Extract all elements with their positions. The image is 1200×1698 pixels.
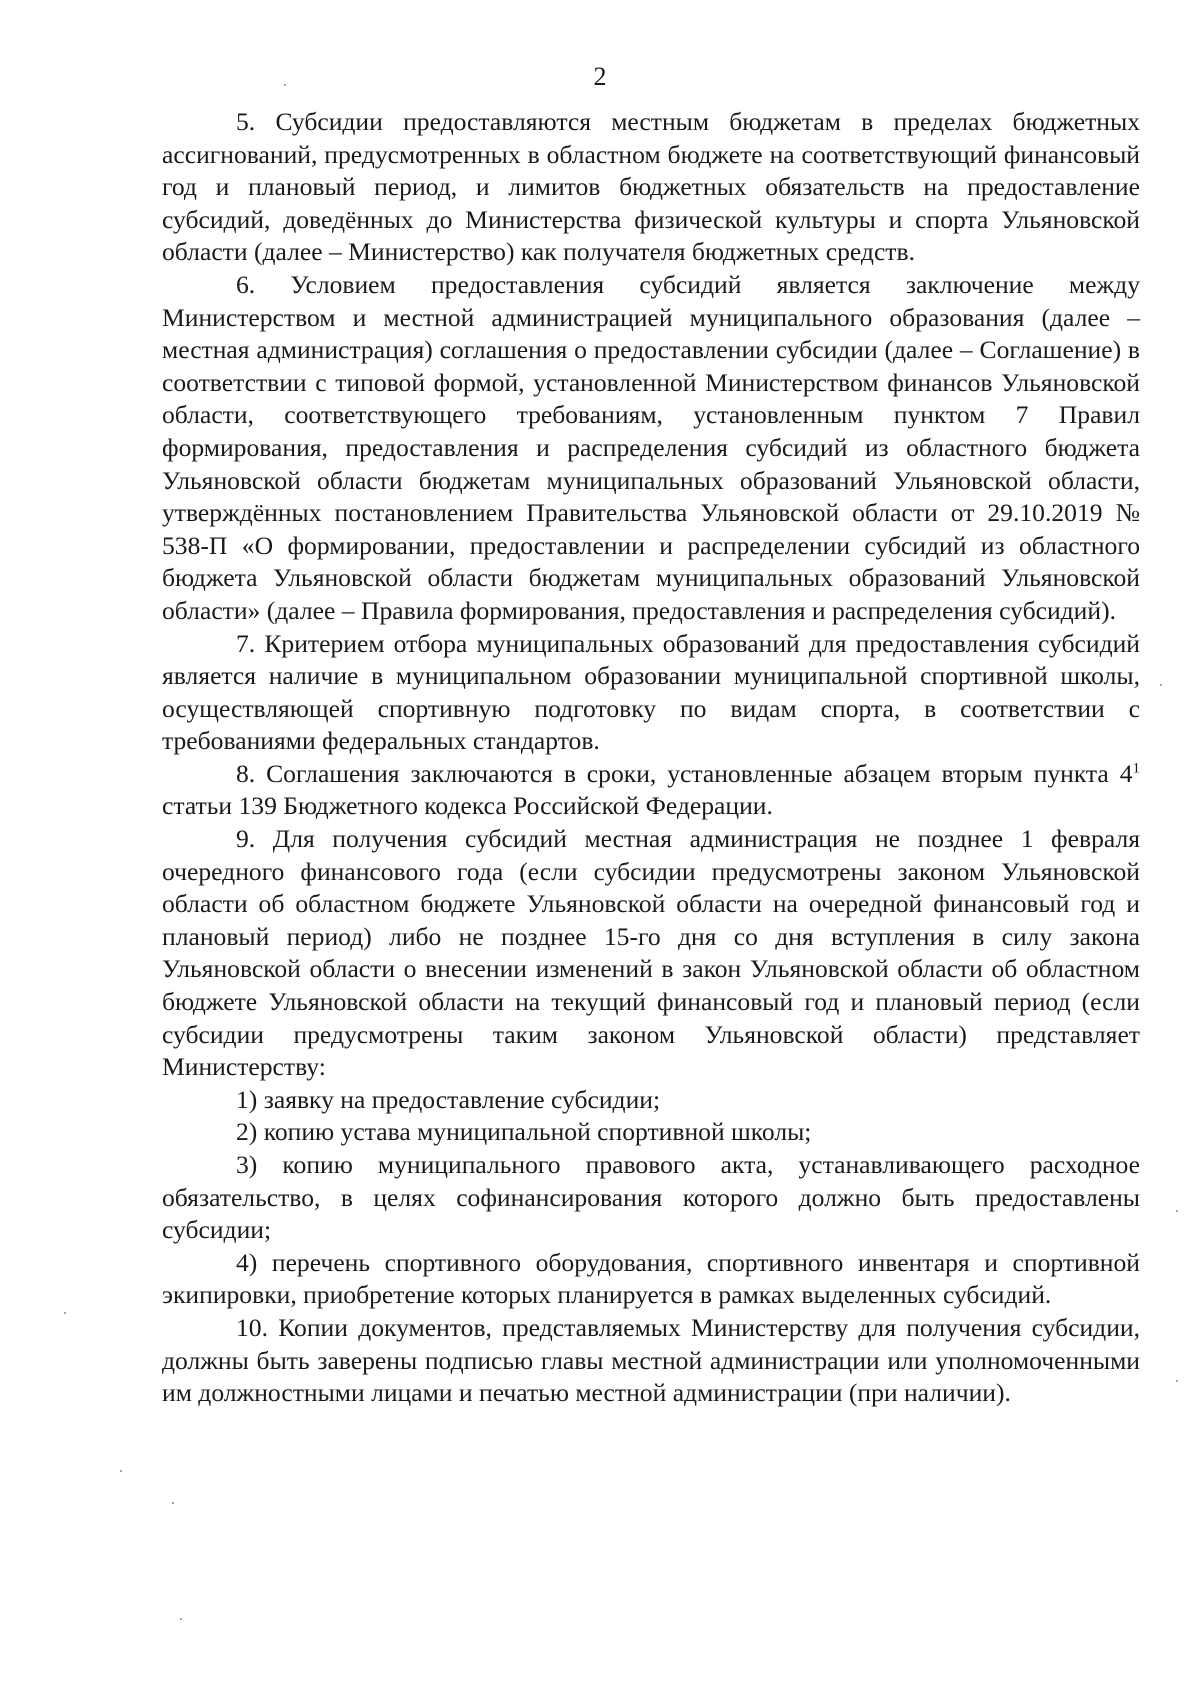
scan-speck <box>1176 1380 1178 1382</box>
list-item: 2) копию устава муниципальной спортивной школы; <box>236 1117 812 1147</box>
paragraph-8-superscript: 1 <box>1132 760 1140 777</box>
scan-speck <box>172 1502 174 1504</box>
paragraph-6: 6. Условием предоставления субсидий является заключение между Министерством и местной администрацией муниципального образования (далее – местная администрация) соглашения о предоставлении субсидии (далее – Соглашение) в соответствии с типовой формой, установленной Министерством финансов Ульяновской области, соответствующего требованиям, установленным пунктом 7 Правил формирования, предоставления и распределения субсидий из областного бюджета Ульяновской области бюджетам муниципальных образований Ульяновской области, утверждённых постановлением Правительства Ульяновской области от 29.10.2019 № 538-П «О формировании, предоставлении и распределении субсидий из областного бюджета Ульяновской области бюджетам муниципальных образований Ульяновской области» (далее – Правила формирования, предоставления и распределения субсидий). <box>162 269 1140 625</box>
scan-speck <box>180 1618 182 1620</box>
paragraph-8-text-after: статьи 139 Бюджетного кодекса Российской Федерации. <box>162 791 773 821</box>
paragraph-7: 7. Критерием отбора муниципальных образований для предоставления субсидий является наличие в муниципальном образовании муниципальной спортивной школы, осуществляющей спортивную подготовку по видам спорта, в соответствии с требованиями федеральных стандартов. <box>162 628 1140 756</box>
scan-speck <box>284 84 286 86</box>
paragraph-8 <box>162 758 1140 823</box>
paragraph-10: 10. Копии документов, представляемых Министерству для получения субсидии, должны быть заверены подписью главы местной администрации или уполномоченными им должностными лицами и печатью местной администрации (при наличии). <box>162 1312 1140 1408</box>
scan-speck <box>1160 684 1162 686</box>
list-item: 3) копию муниципального правового акта, устанавливающего расходное обязательство, в целях софинансирования которого должно быть предоставлены субсидии; <box>162 1150 1140 1245</box>
list-item: 4) перечень спортивного оборудования, спортивного инвентаря и спортивной экипировки, приобретение которых планируется в рамках выделенных субсидий. <box>162 1247 1140 1310</box>
page-number: 2 <box>593 62 607 91</box>
paragraph-9-list <box>162 1084 1140 1312</box>
scan-speck <box>120 1470 122 1472</box>
paragraph-9: 9. Для получения субсидий местная администрация не позднее 1 февраля очередного финансового года (если субсидии предусмотрены законом Ульяновской области об областном бюджете Ульяновской области на очередной финансовый год и плановый период) либо не позднее 15-го дня со дня вступления в силу закона Ульяновской области о внесении изменений в закон Ульяновской области об областном бюджете Ульяновской области на текущий финансовый год и плановый период (если субсидии предусмотрены таким законом Ульяновской области) представляет Министерству: <box>162 824 1140 1082</box>
paragraph-5: 5. Субсидии предоставляются местным бюджетам в пределах бюджетных ассигнований, предусмотренных в областном бюджете на соответствующий финансовый год и плановый период, и лимитов бюджетных обязательств на предоставление субсидий, доведённых до Министерства физической культуры и спорта Ульяновской области (далее – Министерство) как получателя бюджетных средств. <box>162 107 1140 267</box>
scan-speck <box>1176 1210 1178 1212</box>
paragraph-8-text-before: 8. Соглашения заключаются в сроки, установленные абзацем вторым пункта 4 <box>236 758 1133 788</box>
list-item: 1) заявку на предоставление субсидии; <box>236 1084 661 1114</box>
scan-speck <box>64 1312 66 1314</box>
document-body <box>162 106 1140 1410</box>
